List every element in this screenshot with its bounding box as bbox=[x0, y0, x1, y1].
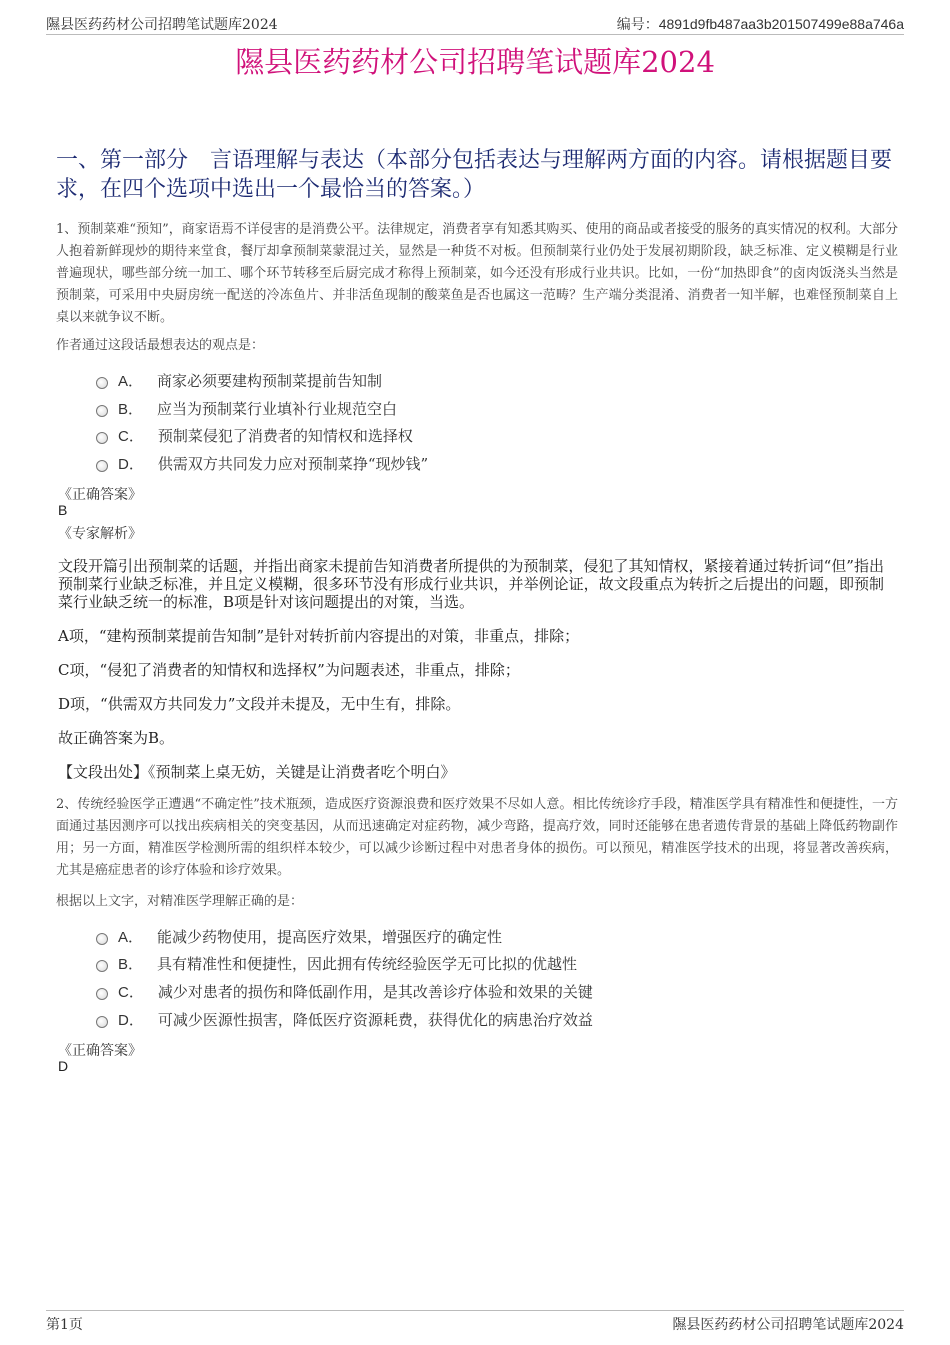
q1-analysis-label: 《专家解析》 bbox=[58, 526, 142, 542]
option-letter: C． bbox=[118, 983, 144, 1001]
option-letter: B． bbox=[118, 400, 144, 418]
q1-option-c[interactable] bbox=[96, 425, 413, 445]
q1-analysis-summary: 文段开篇引出预制菜的话题，并指出商家未提前告知消费者所提供的为预制菜，侵犯了其知情权，紧接着通过转折词“但”指出预制菜行业缺乏标准，并且定义模糊，很多环节没有形成行业共识，并举例论证，故文段重点为转折之后提出的问题，即预制菜行业缺乏统一的标准，B项是针对该问题提出的对策，当选。 bbox=[58, 557, 884, 611]
q1-analysis-a: A项，“建构预制菜提前告知制”是针对转折前内容提出的对策，非重点，排除； bbox=[58, 627, 580, 645]
option-letter: D． bbox=[118, 455, 144, 473]
option-text: 商家必须要建构预制菜提前告知制 bbox=[157, 371, 383, 390]
radio-icon[interactable] bbox=[96, 377, 108, 389]
option-letter: A． bbox=[118, 372, 144, 390]
option-letter: A． bbox=[118, 928, 144, 946]
header-doc-title: 隰县医药药材公司招聘笔试题库2024 bbox=[46, 17, 278, 33]
q1-analysis-c: C项，“侵犯了消费者的知情权和选择权”为问题表述，非重点，排除； bbox=[58, 661, 520, 679]
q2-option-b[interactable] bbox=[96, 953, 577, 973]
option-letter: B． bbox=[118, 955, 144, 973]
radio-icon[interactable] bbox=[96, 960, 108, 972]
radio-icon[interactable] bbox=[96, 460, 108, 472]
radio-icon[interactable] bbox=[96, 432, 108, 444]
q1-option-b[interactable] bbox=[96, 398, 397, 418]
footer-doc-title: 隰县医药药材公司招聘笔试题库2024 bbox=[672, 1317, 904, 1333]
q1-answer: B bbox=[58, 502, 68, 518]
q1-option-a[interactable] bbox=[96, 370, 382, 390]
footer-page-number: 第1页 bbox=[46, 1317, 83, 1333]
option-text: 应当为预制菜行业填补行业规范空白 bbox=[157, 399, 398, 418]
q1-analysis-conclusion: 故正确答案为B。 bbox=[58, 729, 175, 747]
radio-icon[interactable] bbox=[96, 405, 108, 417]
header-doc-code bbox=[617, 14, 904, 34]
q2-option-d[interactable] bbox=[96, 1009, 593, 1029]
option-text: 具有精准性和便捷性，因此拥有传统经验医学无可比拟的优越性 bbox=[157, 954, 578, 973]
q2-prompt: 根据以上文字，对精准医学理解正确的是： bbox=[56, 894, 304, 909]
q1-analysis-d: D项，“供需双方共同发力”文段并未提及，无中生有，排除。 bbox=[58, 695, 461, 713]
page-header bbox=[46, 14, 904, 35]
q1-answer-label: 《正确答案》 bbox=[58, 487, 142, 503]
header-code-value: 4891d9fb487aa3b201507499e88a746a bbox=[658, 16, 904, 32]
q1-stem: 1、预制菜难“预知”，商家语焉不详侵害的是消费公平。法律规定，消费者享有知悉其购买、使用的商品或者接受的服务的真实情况的权利。大部分人抱着新鲜现炒的期待来堂食，餐厅却拿预制菜蒙混过关，显然是一种货不对板。但预制菜行业仍处于发展初期阶段，缺乏标准、定义模糊是行业普遍现状，哪些部分统一加工、哪个环节转移至后厨完成才称得上预制菜，如今还没有形成行业共识。比如，一份“加热即食”的卤肉饭浇头当然是预制菜，可采用中央厨房统一配送的冷冻鱼片、并非活鱼现制的酸菜鱼是否也属这一范畴？生产端分类混淆、消费者一知半解，也难怪预制菜自上桌以来就争议不断。 bbox=[56, 222, 898, 325]
q1-analysis-source: 【文段出处】《预制菜上桌无妨，关键是让消费者吃个明白》 bbox=[58, 763, 456, 781]
header-code-label: 编号： bbox=[616, 17, 659, 33]
q2-answer-label: 《正确答案》 bbox=[58, 1043, 142, 1059]
q2-option-c[interactable] bbox=[96, 981, 593, 1001]
q2-answer: D bbox=[58, 1058, 69, 1074]
option-text: 减少对患者的损伤和降低副作用，是其改善诊疗体验和效果的关键 bbox=[157, 982, 593, 1001]
option-text: 预制菜侵犯了消费者的知情权和选择权 bbox=[157, 426, 413, 445]
option-text: 可减少医源性损害，降低医疗资源耗费，获得优化的病患治疗效益 bbox=[157, 1010, 593, 1029]
radio-icon[interactable] bbox=[96, 1016, 108, 1028]
q1-option-d[interactable] bbox=[96, 453, 428, 473]
q1-prompt: 作者通过这段话最想表达的观点是： bbox=[56, 338, 265, 353]
section-title: 一、第一部分 言语理解与表达（本部分包括表达与理解两方面的内容。请根据题目要求，在四个选项中选出一个最恰当的答案。） bbox=[56, 148, 893, 202]
radio-icon[interactable] bbox=[96, 933, 108, 945]
option-text: 供需双方共同发力应对预制菜挣“现炒钱” bbox=[157, 454, 429, 473]
page-footer bbox=[46, 1310, 904, 1333]
radio-icon[interactable] bbox=[96, 988, 108, 1000]
option-letter: D． bbox=[118, 1011, 144, 1029]
q2-stem: 2、传统经验医学正遭遇“不确定性”技术瓶颈，造成医疗资源浪费和医疗效果不尽如人意。相比传统诊疗手段，精准医学具有精准性和便捷性，一方面通过基因测序可以找出疾病相关的突变基因，从而迅速确定对症药物，减少弯路，提高疗效，同时还能够在患者遗传背景的基础上降低药物副作用；另一方面，精准医学检测所需的组织样本较少，可以减少诊断过程中对患者身体的损伤。可以预见，精准医学技术的出现，将显著改善疾病，尤其是癌症患者的诊疗体验和诊疗效果。 bbox=[56, 797, 898, 878]
option-text: 能减少药物使用，提高医疗效果，增强医疗的确定性 bbox=[157, 927, 503, 946]
page-title: 隰县医药药材公司招聘笔试题库2024 bbox=[235, 45, 715, 79]
q2-option-a[interactable] bbox=[96, 926, 502, 946]
option-letter: C． bbox=[118, 427, 144, 445]
